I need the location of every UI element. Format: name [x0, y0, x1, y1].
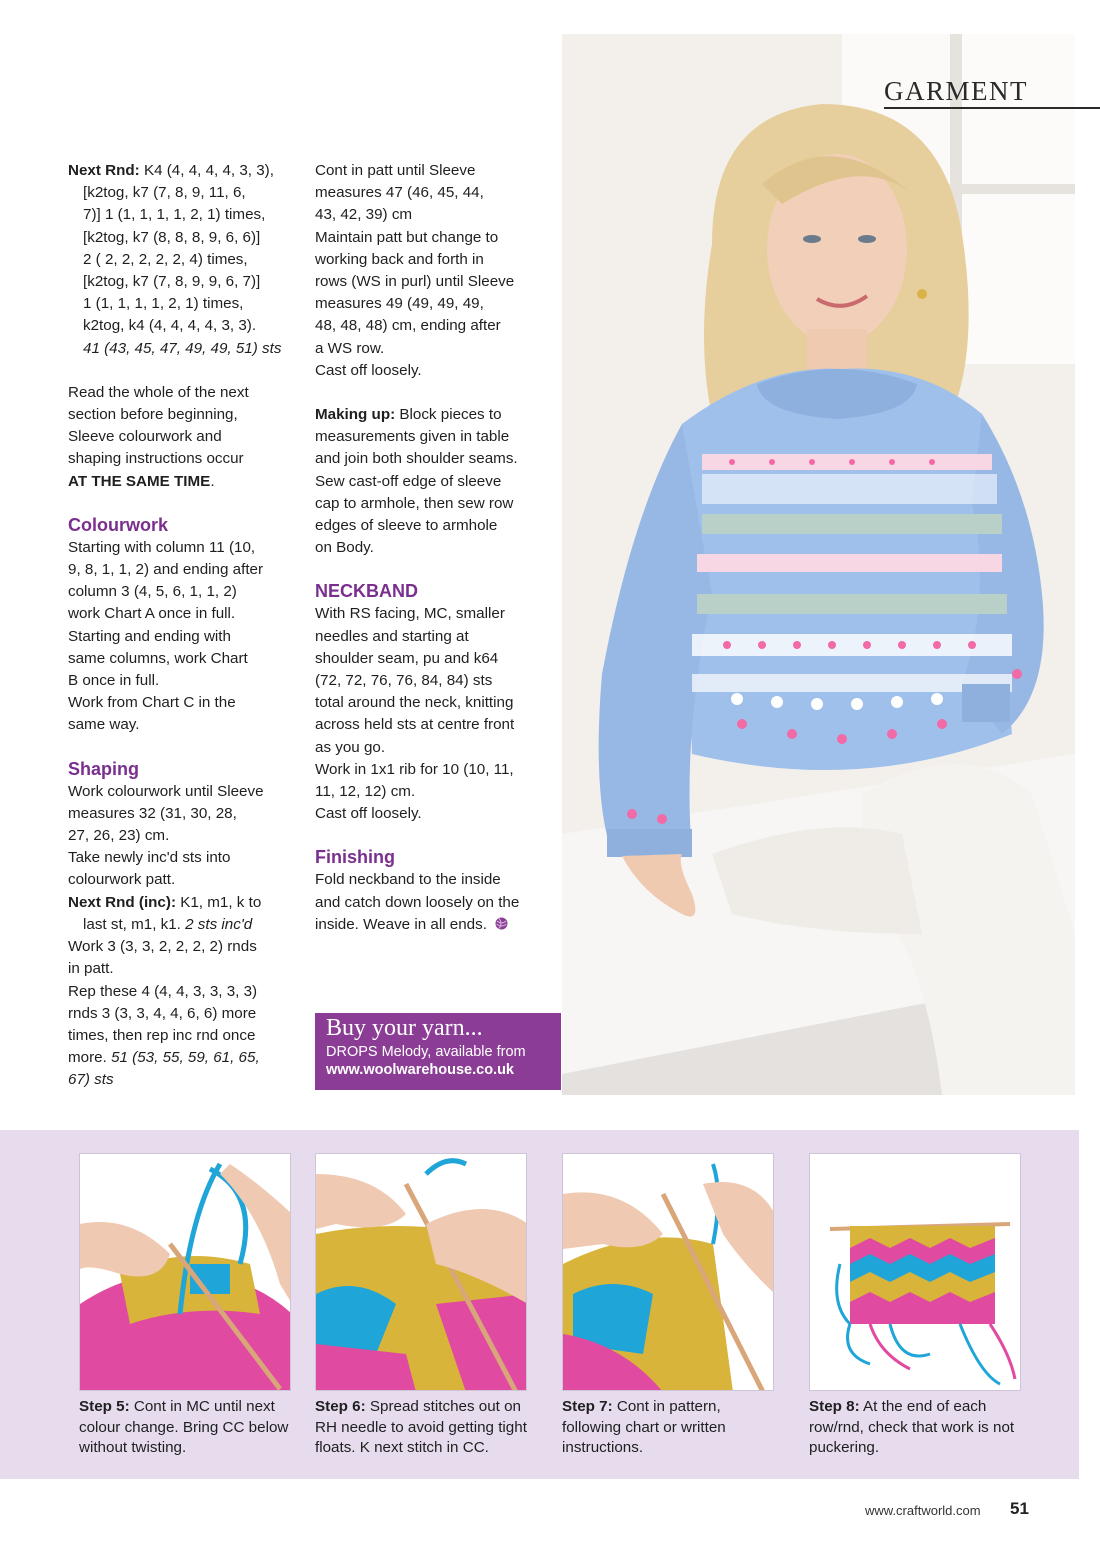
text-line: 27, 26, 23) cm.	[68, 827, 170, 845]
neckband-heading: NECKBAND	[315, 581, 418, 602]
yarn-ball-icon	[495, 917, 508, 930]
text-line: Sleeve colourwork and	[68, 428, 222, 446]
text-line: 11, 12, 12) cm.	[315, 783, 416, 801]
buy-yarn-title: Buy your yarn...	[326, 1015, 483, 1041]
step-text: Spread stitches out on RH needle to avoid getting tight floats. K next stitch in CC.	[315, 1398, 527, 1456]
step-6-photo	[315, 1153, 527, 1391]
text-line: Cont in patt until Sleeve	[315, 162, 476, 179]
shaping-heading: Shaping	[68, 758, 139, 779]
text-line: Starting and ending with	[68, 627, 231, 645]
text-line: Read the whole of the next	[68, 383, 249, 401]
next-rnd-label: Next Rnd:	[68, 162, 140, 179]
text-line: rows (WS in purl) until Sleeve	[315, 273, 515, 291]
instructions-column-2	[315, 160, 555, 936]
instructions-column-1	[68, 160, 303, 1092]
text-line: Sew cast-off edge of sleeve	[315, 472, 502, 490]
woman-in-sweater-illustration	[562, 34, 1075, 1095]
text-line: section before beginning,	[68, 406, 238, 424]
step-7-photo	[562, 1153, 774, 1391]
stitch-count: 2 sts inc'd	[185, 915, 253, 933]
text-line: 1 (1, 1, 1, 1, 2, 1) times,	[83, 295, 244, 313]
text-line: (72, 72, 76, 76, 84, 84) sts	[315, 672, 493, 690]
colourwork-heading: Colourwork	[68, 514, 169, 535]
section-rule	[884, 107, 1100, 109]
model-photo	[562, 34, 1075, 1095]
text-line: 9, 8, 1, 1, 2) and ending after	[68, 561, 264, 579]
step-label: Step 5:	[79, 1398, 130, 1415]
text-line: [k2tog, k7 (8, 8, 8, 9, 6, 6)]	[83, 228, 261, 246]
page-number: 51	[1010, 1499, 1029, 1518]
text-line: measurements given in table	[315, 428, 510, 446]
text-line: 7)] 1 (1, 1, 1, 1, 2, 1) times,	[83, 206, 266, 224]
buy-yarn-link[interactable]: www.woolwarehouse.co.uk	[326, 1062, 514, 1078]
text-line: times, then rep inc rnd once	[68, 1026, 256, 1044]
step-text: Cont in pattern, following chart or written instructions.	[562, 1398, 726, 1456]
footer-url[interactable]: www.craftworld.com	[865, 1503, 981, 1518]
step-8-caption	[809, 1397, 1024, 1459]
text-line: 43, 42, 39) cm	[315, 206, 413, 224]
buy-yarn-box	[315, 1013, 561, 1090]
text-line: and catch down loosely on the	[315, 893, 520, 911]
text-line: as you go.	[315, 738, 386, 756]
text-line: cap to armhole, then sew row	[315, 494, 514, 512]
text-line: same way.	[68, 716, 140, 734]
text-line: in patt.	[68, 960, 114, 978]
text-line: K4 (4, 4, 4, 4, 3, 3),	[143, 162, 274, 179]
text-line: column 3 (4, 5, 6, 1, 1, 2)	[68, 583, 237, 601]
step-text: At the end of each row/rnd, check that work is not puckering.	[809, 1398, 1015, 1456]
text-line: rnds 3 (3, 3, 4, 4, 6, 6) more	[68, 1004, 257, 1022]
text-line: and join both shoulder seams.	[315, 450, 518, 468]
text-line: across held sts at centre front	[315, 716, 515, 734]
text-line: needles and starting at	[315, 627, 469, 645]
step-5-caption	[79, 1397, 309, 1459]
text-line: Cast off loosely.	[315, 805, 422, 823]
stitch-count: 51 (53, 55, 59, 61, 65,	[111, 1049, 260, 1067]
text-line: working back and forth in	[315, 250, 484, 268]
text-line: more.	[68, 1049, 107, 1067]
text-line: inside. Weave in all ends.	[315, 915, 487, 933]
step-text: Cont in MC until next colour change. Bring CC below without twisting.	[79, 1398, 289, 1456]
text-line: 48, 48, 48) cm, ending after	[315, 317, 501, 335]
text-line: Rep these 4 (4, 4, 3, 3, 3, 3)	[68, 982, 258, 1000]
step-8-photo	[809, 1153, 1021, 1391]
text-line: With RS facing, MC, smaller	[315, 605, 505, 623]
text-line: Work colourwork until Sleeve	[68, 782, 264, 800]
text-line: Work from Chart C in the	[68, 694, 236, 712]
text-line: on Body.	[315, 539, 374, 557]
text-line: Work 3 (3, 3, 2, 2, 2, 2) rnds	[68, 938, 257, 956]
text-line: 2 ( 2, 2, 2, 2, 2, 4) times,	[83, 250, 248, 268]
text-line: .	[210, 472, 215, 490]
text-line: measures 49 (49, 49, 49,	[315, 295, 484, 313]
text-line: Starting with column 11 (10,	[68, 538, 256, 556]
text-line: edges of sleeve to armhole	[315, 517, 498, 535]
text-line: last st, m1, k1.	[83, 915, 181, 933]
text-line: work Chart A once in full.	[68, 605, 236, 623]
stitch-count: 67) sts	[68, 1071, 114, 1089]
text-line: total around the neck, knitting	[315, 694, 514, 712]
text-line: Work in 1x1 rib for 10 (10, 11,	[315, 760, 514, 778]
text-line: Cast off loosely.	[315, 361, 422, 379]
text-line: Take newly inc'd sts into	[68, 849, 231, 867]
section-label: GARMENT	[884, 76, 1028, 106]
step-label: Step 8:	[809, 1398, 860, 1415]
text-line: same columns, work Chart	[68, 649, 248, 667]
finishing-heading: Finishing	[315, 847, 395, 868]
inc-label: Next Rnd (inc):	[68, 893, 176, 911]
making-up-label: Making up:	[315, 406, 396, 424]
text-line: Maintain patt but change to	[315, 228, 499, 246]
text-line: measures 47 (46, 45, 44,	[315, 184, 484, 202]
text-line: measures 32 (31, 30, 28,	[68, 804, 237, 822]
text-line: k2tog, k4 (4, 4, 4, 4, 3, 3).	[83, 317, 257, 335]
text-line: [k2tog, k7 (7, 8, 9, 11, 6,	[83, 184, 246, 202]
step-5-photo	[79, 1153, 291, 1391]
text-line: shoulder seam, pu and k64	[315, 649, 499, 667]
text-line: shaping instructions occur	[68, 450, 244, 468]
stitch-count: 41 (43, 45, 47, 49, 49, 51) sts	[83, 339, 282, 357]
step-label: Step 7:	[562, 1398, 613, 1415]
text-line: B once in full.	[68, 672, 160, 690]
step-6-caption	[315, 1397, 545, 1459]
text-line: Fold neckband to the inside	[315, 871, 501, 889]
text-line: [k2tog, k7 (7, 8, 9, 9, 6, 7)]	[83, 273, 261, 291]
step-7-caption	[562, 1397, 762, 1459]
text-line: Block pieces to	[399, 406, 502, 424]
emphasis-text: AT THE SAME TIME	[68, 472, 211, 490]
text-line: a WS row.	[315, 339, 385, 357]
text-line: colourwork patt.	[68, 871, 176, 889]
buy-yarn-subtitle: DROPS Melody, available from	[326, 1044, 526, 1060]
text-line: K1, m1, k to	[180, 893, 262, 911]
step-label: Step 6:	[315, 1398, 366, 1415]
